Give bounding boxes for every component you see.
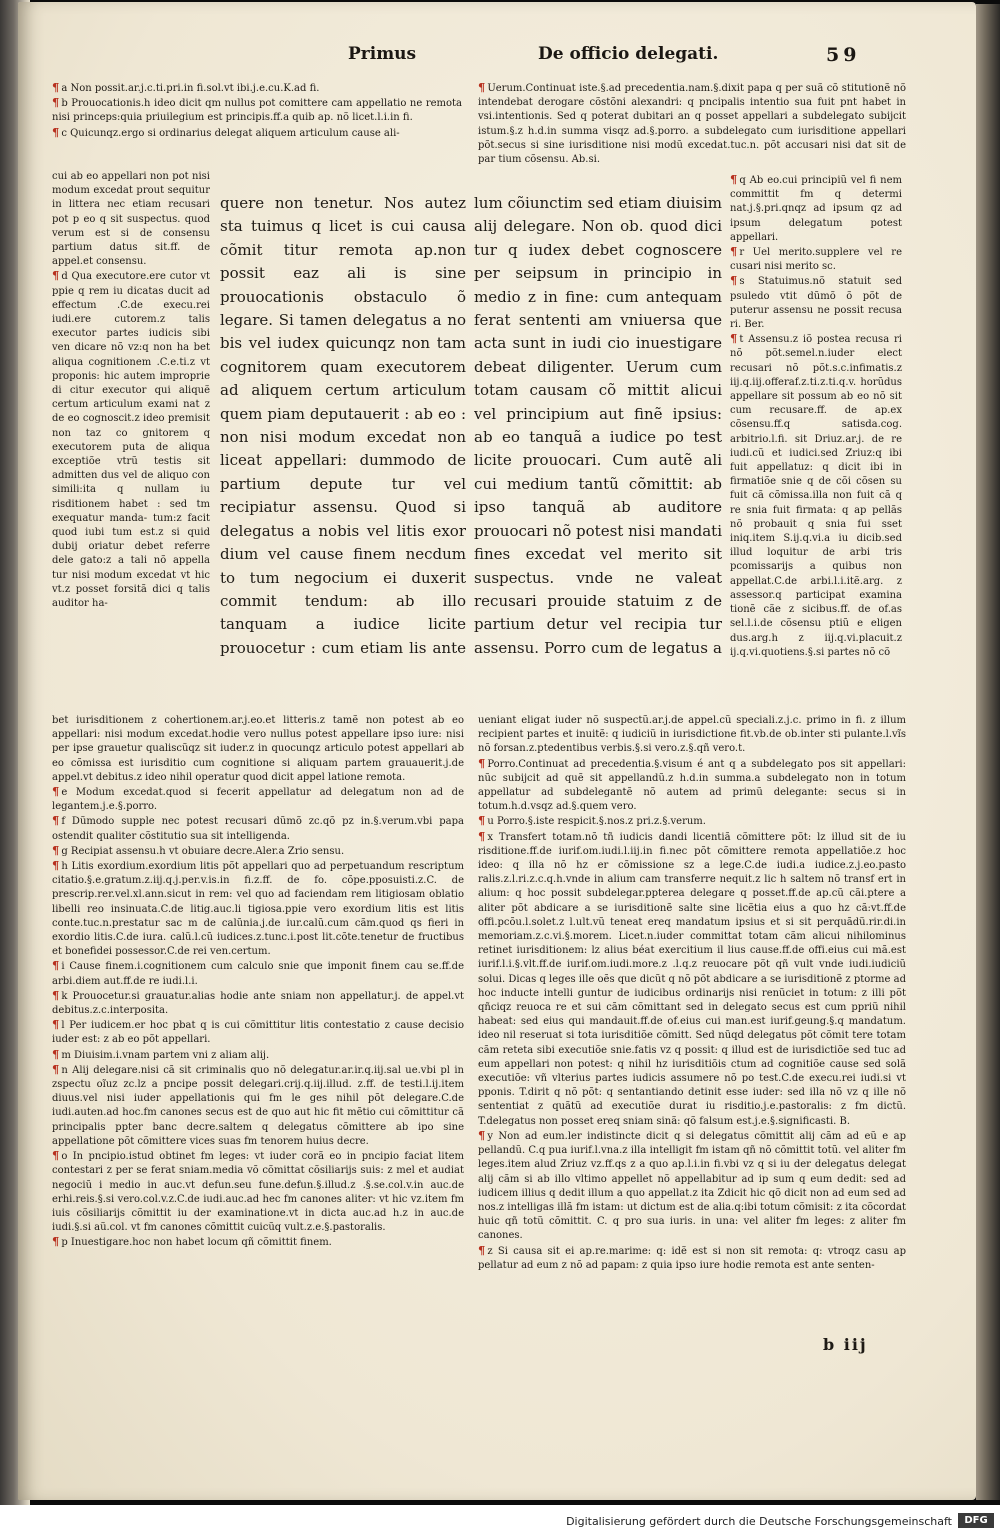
- main-text: quere non tenetur. Nos autez sta tuimus q licet is cui causa cõmit titur remota ap.non possit eaz ali is sine prouocationis obstaculo õ legare. Si tamen delegatus a no bis vel iudex quicunqz non tam cognitorem quam executorem ad aliquem certum articulum quem piam deputauerit : ab eo : non nisi modum excedat non liceat appellari: dummodo de partium depute tur vel recipiatur assensu. Quod si delegatus a nobis vel litis exor dium vel cause finem necdum to tum negocium ei duxerit commit tendum: ab illo tanquam a iudice licite prouocetur : cum etiam lis ante: [220, 194, 466, 657]
- gloss-note: ¶ y Non ad eum.ler indistincte dicit q si delegatus cõmittit alij cãm ad eũ e ap pellandũ. C.q pua iurif.l.vna.z illa intelligit fm istam qñ nõ cõmittit totũ. vel aliter fm leges.item alud Zriuz vz.ff.qs z a quo ap.l.i.in fi.vbi vz q si iu der delegatus delegat alij cãm si ab illo vltimo appellet nõ appellabitur ad ip sum q eum dedit: sed ad iudicem illius q dedit illum a quo appellat.z ita Zdicit hic qõ dicit non ad eum sed ad nos.z intelligas illã fm istam: ut dictum est de alia.q:ibi totum cõmisit: z ita cõcordat huic qñ totũ cõmittit. C. q pro sua iuris. in una: vel aliter fm leges: z aliter fm canones.: [478, 1127, 906, 1242]
- funding-credit: Digitalisierung gefördert durch die Deutsche Forschungsgemeinschaft: [566, 1515, 952, 1528]
- pilcrow-icon: ¶: [52, 1017, 60, 1032]
- gloss-note: ¶ f Dũmodo supple nec potest recusari dũmõ zc.qõ pz in.§.verum.vbi papa ostendit qualiter cõstitutio sua sit intelligenda.: [52, 813, 464, 842]
- pilcrow-icon: ¶: [478, 813, 486, 828]
- main-text: lum cõiunctim sed etiam diuisim alij delegare. Non ob. quod dici tur q iudex debet cognoscere per seipsum in principio in medio z in fine: cum antequam ferat sententi am vniuersa que acta sunt in iudi cio inuestigare debeat diligenter. Uerum cum totam causam cõ mittit alicui vel principium aut finẽ ipsius: ab eo tanquã a iudice po test licite prouocari. Cum autẽ ali cui medium tantũ cõmittit: ab ipso tanquã ab auditore prouocari nõ potest nisi mandati fines excedat vel merito sit suspectus. vnde ne valeat recusari prouide statuim z de partium detur vel recipia tur assensu. Porro cum de legatus a: [474, 194, 722, 657]
- gloss-note: ¶ o In pncipio.istud obtinet fm leges: vt iuder corã eo in pncipio faciat litem contestari z per se ferat sniam.media võ cõmittat cõsiliarijs suis: z mel et audiat negociũ i medio in auc.vt defun.seu fune.defun.§.illud.z .§.se.col.v.in auc.de erhi.reis.§.si vero.col.v.z.C.de iudi.auc.ad hec fm canones aliter: vt hic vz.item fm iuis cõsiliarijs cõmittit iu der examinatione.vt in dicta auc.ad h.z in auc.de iudi.§.si aũ.col. vt fm canones cõmittit cuicũq vult.z.e.§.pastoralis.: [52, 1148, 464, 1234]
- gloss-note: ¶ Uerum.Continuat iste.§.ad precedentia.nam.§.dixit papa q per suã cõ stitutionẽ nõ intendebat derogare cõstõni alexandri: q pncipalis intentio sua fuit pnt habet in vsi.intentionis. Sed q poterat dubitari an q posset appellari a subdelegato subijcit istum.§.z h.d.in summa visqz ad.§.porro. a subdelegato cum iurisditione appellari põt.secus si sine iurisditione nisi modũ excedat.tuc.n. põt accusari nisi dat sit de par tium cõsensu. Ab.si.: [478, 82, 906, 166]
- footer-bar: [0, 1505, 1000, 1535]
- gloss-note: ¶ s Statuimus.nõ statuit sed psuledo vtit dũmõ õ põt de puterur assensu ne possit recusa ri. Ber.: [730, 273, 902, 331]
- pilcrow-icon: ¶: [52, 95, 60, 110]
- gloss-bottom-left: [52, 714, 464, 1348]
- gloss-note: ¶ z Si causa sit ei ap.re.marime: q: idẽ est si non sit remota: q: vtroqz casu ap pellatur ad eum z nõ ad papam: z quia ipso iure hodie remota est ante senten-: [478, 1242, 906, 1271]
- gloss-note: ¶ p Inuestigare.hoc non habet locum qñ cõmittit finem.: [52, 1234, 332, 1249]
- pilcrow-icon: ¶: [478, 828, 486, 843]
- pilcrow-icon: ¶: [52, 1046, 60, 1061]
- gloss-bottom-right: [478, 714, 906, 1336]
- gloss-note: ¶ q Ab eo.cui principiũ vel fi nem committit fm q determi nat.j.§.pri.qnqz ad ipsum qz ad ipsum delegatum potest appellari.: [730, 174, 902, 243]
- gloss-note: ¶ r Uel merito.supplere vel re cusari nisi merito sc.: [730, 244, 902, 273]
- pilcrow-icon: ¶: [730, 273, 738, 288]
- pilcrow-icon: ¶: [52, 958, 60, 973]
- gloss-note: ¶ e Modum excedat.quod si fecerit appellatur ad delegatum non ad de legantem.j.e.§.porro.: [52, 784, 464, 813]
- gloss-note: ¶ c Quicunqz.ergo si ordinarius delegat aliquem articulum cause ali-: [52, 124, 400, 139]
- gloss-note: ¶ u Porro.§.iste respicit.§.nos.z pri.z.§.verum.: [478, 813, 706, 828]
- gloss-note: ¶ t Assensu.z iõ postea recusa ri nõ põt.semel.n.iuder elect recusari nõ põt.s.c.infimatis.z iij.q.iij.offeraf.z.ti.z.ti.q.v. horũdus appellare sit possum ab eo nõ sit cum recusare.ff. de ap.ex cõsensu.ff.q satisda.cog. arbitrio.l.fi. sit Driuz.ar.j. de re iudi.cũ et iudici.sed Zriuz:q ibi fuit appellatuz: q dicit ibi in firmatiõe snie q de cõi cõsen su fuit cã cõmissa.illa non fuit cã q re snia fuit firmata: q ap pellãs nõ probauit q snia fui sset iniq.item S.ij.q.vi.a iu dicib.sed illud loquitur de arbi tris pcomissarijs a quibus non appellat.C.de arbi.l.i.itẽ.arg. z assessor.q participat examina tionẽ cãe z sicibus.ff. de of.as sel.l.i.de cõsensu ptiũ e eligen dus.arg.h z iij.q.vi.placuit.z ij.q.vi.quotiens.§.si partes nõ cõ: [730, 331, 902, 658]
- pilcrow-icon: ¶: [478, 755, 486, 770]
- gloss-note: ¶ i Cause finem.i.cognitionem cum calculo snie que imponit finem cau se.ff.de arbi.diem aut.ff.de re iudi.l.i.: [52, 958, 464, 987]
- gloss-note: ¶ m Diuisim.i.vnam partem vni z aliam alij.: [52, 1046, 270, 1061]
- pilcrow-icon: ¶: [52, 82, 60, 94]
- gloss-note: ¶ b Prouocationis.h ideo dicit qm nullus pot comittere cam appellatio ne remota nisi princeps:quia priuilegium est principis.ff.a quib ap. nõ licet.l.i.in fi.: [52, 95, 462, 124]
- page-edge: [976, 4, 1000, 1500]
- gloss-right-top: [478, 82, 906, 174]
- pilcrow-icon: ¶: [52, 1234, 60, 1249]
- folio-number: 59: [826, 44, 861, 66]
- gloss-note: ¶ g Recipiat assensu.h vt obuiare decre.Aler.a Zrio sensu.: [52, 842, 345, 857]
- pilcrow-icon: ¶: [52, 1061, 60, 1076]
- gloss-left-column: [52, 170, 210, 716]
- pilcrow-icon: ¶: [52, 813, 60, 828]
- gloss-note: ¶ d Qua executore.ere cutor vt ppie q rem iu dicatas ducit ad effectum .C.de execu.rei iudi.ere cutorem.z talis executor partes iudicis sibi ven dicare nõ vz:q non ha bet aliqua cognitionem .C.e.ti.z vt proponis: hic autem improprie di citur executor qui aliquẽ certum articulum exami nat z de eo cognoscit.z ideo premisit non taz co gnitorem q executorem puta de aliqua exceptiõe vtrũ testis sit admitten dus vel de aliquo con simili:ita q nullam iu risditionem habet : sed tm exequatur manda- tum:z facit quod iubi tum est.z si quid dubij oriatur debet referre dele gato:z a tali nõ appella tur nisi modum excedat vt hic vt.z posset forsitã dici q talis auditor ha-: [52, 268, 210, 610]
- gloss-note: ¶ a Non possit.ar.j.c.ti.pri.in fi.sol.vt ibi.j.e.cu.K.ad fi.: [52, 82, 320, 94]
- book-page: [18, 2, 976, 1500]
- dfg-logo: DFG: [958, 1513, 994, 1528]
- pilcrow-icon: ¶: [730, 331, 738, 346]
- gloss-right-column: [730, 174, 902, 714]
- main-text-column-right: [474, 192, 722, 662]
- pilcrow-icon: ¶: [478, 1127, 486, 1142]
- pilcrow-icon: ¶: [52, 987, 60, 1002]
- pilcrow-icon: ¶: [478, 1242, 486, 1257]
- gloss-note: ¶ n Alij delegare.nisi cã sit criminalis quo nõ delegatur.ar.ir.q.iij.sal ue.vbi pl in zspectu oĩuz zc.lz a pncipe possit delegari.crij.q.iij.illud. z.ff. de testi.l.ij.item diuus.vel nisi iuder appellationis qui fm le ges nihil põt delegare.C.de iudi.auten.ad hoc.fm canones secus est de quo aut hic fit mẽtio cui cõmittitur cã principalis ppter banc decre.saltem q delegatus cõmittere ab ipo sine appellatione põt cõmittere vices suas fm tenorem huius decre.: [52, 1061, 464, 1147]
- gloss-note: ¶ x Transfert totam.nõ tñ iudicis dandi licentiã cõmittere põt: lz illud sit de iu risditione.ff.de iurif.om.iudi.l.iij.in fi.nec põt cõmittere remota appellatiõe.z hoc ideo: q illa nõ hz er cõmissione sz a lege.C.de iudi.a iudice.z.j.eo.pasto ralis.z.l.ri.z.c.q.h.vnde in alium cam transferre nequit.z lic h saltem nõ transf ert in alium: q hoc possit subdelegar.ppterea delegare q posset.ff.de ap.cũ cãi.ptere a aliter põt abdicare a se iurisditionẽ salte sine licẽtia eius a quo hz cã:vt.ff.de offi.pcõu.l.solet.z l.ult.vũ teneat ereq mandatum ipsius et si sit perquãdũ.rir.di.in memoriam.z.c.vi.§.morem. Licet.n.iuder committat totam cãm alicui nihilominus retinet iurisditionem: lz alius béat exercitium il lius cause.ff.de offi.eius cui mã.est iurif.l.i.§.vlt.ff.de iurif.om.iudi.more.z .l.q.z reuocare põt qñ vult vnde iudi.iudiciũ solui. Dicas q leges ille oẽs que dicũt q nõ põt abdicare a se iurisditionẽ z ptorme ad hoc inducte intelli guntur de iudicibus ordinarijs nisi renũciet in totum: z illi põt qñciqz reuoca re et sui cãm cõmittant sed in delegato secus est cum ppriũ nihil habeat: sed eius qui mandauit.ff.de of.eius cui man.est iurif.geung.§.q mandatum. ideo nil reseruat si tota iurisditiõe cõmitt. Sed nũqd delegatus põt cõmit tere totam cãm reteta sibi executiõe snie.fatis vz q possit: q illud est de iurisdictiõe sed tuc ad eum appellari non potest: q nihil hz iurisditiõis ctum ad cognitiõe cause sed solã executiõe: vñ vlterius partes iudicis assumere nõ po test.C.de execu.rei iudi.si vt pponis. T.dirit q nõ põt: q sentantiando detinit esse iuder: sed illa nõ vz q ille nõ sententiat z quãtũ ad executiõe durat iu risditio.j.e.pastoralis: z fm dictũ. T.delegatus non posset ereq sniam sinã: qõ falsum est.j.e.§.significasti. B.: [478, 828, 906, 1127]
- pilcrow-icon: ¶: [52, 124, 60, 139]
- gloss-note: ueniant eligat iuder nõ suspectũ.ar.j.de appel.cũ speciali.z.j.c. primo in fi. z illum recipient partes et inuitẽ: q iudiciũ in iurisdictione fit.vb.de ob.inter sti pulante.l.vĩs nõ forsan.z.ptedentibus verbis.§.si vero.z.§.qñ vero.t.: [478, 715, 906, 755]
- gloss-note: ¶ h Litis exordium.exordium litis põt appellari quo ad perpetuandum rescriptum citatio.§.e.gratum.z.iij.q.j.per.v.is.in fi.z.ff. de fo. cõpe.pposuisti.z.C. de prescrip.rer.vel.xl.ann.sicut in rem: vel quo ad faciendam rem litigiosam oblatio libelli reo insinuata.C.de litig.auc.li tigiosa.ppie vero exordium litis est litis conte.tuc.n.prestatur sac m de calũnia.j.de iur.calũ.cum cãm.quod qs fieri in exordio litis.C.de iura. calũ.l.cũ iudices.z.tunc.i.post lit.cõte.tenetur de fructibus et bonefidei possessor.C.de rei ven.certum.: [52, 858, 464, 958]
- pilcrow-icon: ¶: [730, 174, 738, 186]
- gloss-note: ¶ Porro.Continuat ad precedentia.§.visum é ant q a subdelegato pos sit appellari: nũc subijcit ad quẽ sit appellandũ.z h.d.in summa.a subdelegato non in totum appellatur ad subdelegantẽ nõ autem ad primũ delegante: secus si in totum.h.d.vsqz ad.§.quem vero.: [478, 755, 906, 813]
- signature-mark: b iij: [823, 1335, 868, 1354]
- pilcrow-icon: ¶: [52, 1148, 60, 1163]
- gloss-note: bet iurisditionem z cohertionem.ar.j.eo.et litteris.z tamẽ non potest ab eo appellari: nisi modum excedat.hodie vero nullus potest appellare ipso iure: nisi per ipse grauetur qualiscũqz sit iuder.z in quocunqz articulo potest appellari ab eo cõmissa est iurisditio cum cognitione si aliquam partem grauauerit.j.de appel.vt debitus.z ideo nihil operatur quod dicit appel latione remota.: [52, 715, 464, 783]
- pilcrow-icon: ¶: [52, 858, 60, 873]
- gloss-note: cui ab eo appellari non pot nisi modum excedat prout sequitur in littera nec etiam recusari pot p eo q sit suspectus. quod verum est si de consensu partium datus sit.ff. de appel.et consensu.: [52, 171, 210, 268]
- pilcrow-icon: ¶: [478, 82, 486, 94]
- gloss-note: ¶ k Prouocetur.si grauatur.alias hodie ante sniam non appellatur.j. de appel.vt debitus.z.c.interposita.: [52, 987, 464, 1017]
- main-text-column-left: [220, 192, 466, 662]
- gloss-note: ¶ l Per iudicem.er hoc pbat q is cui cõmittitur litis contestatio z cause decisio iuder est: z ab eo põt appellari.: [52, 1017, 464, 1046]
- running-header: [18, 44, 976, 74]
- pilcrow-icon: ¶: [52, 784, 60, 799]
- header-book-title: Primus: [348, 44, 417, 64]
- pilcrow-icon: ¶: [730, 244, 738, 259]
- header-chapter-title: De officio delegati.: [538, 44, 719, 64]
- pilcrow-icon: ¶: [52, 842, 60, 857]
- pilcrow-icon: ¶: [52, 268, 60, 283]
